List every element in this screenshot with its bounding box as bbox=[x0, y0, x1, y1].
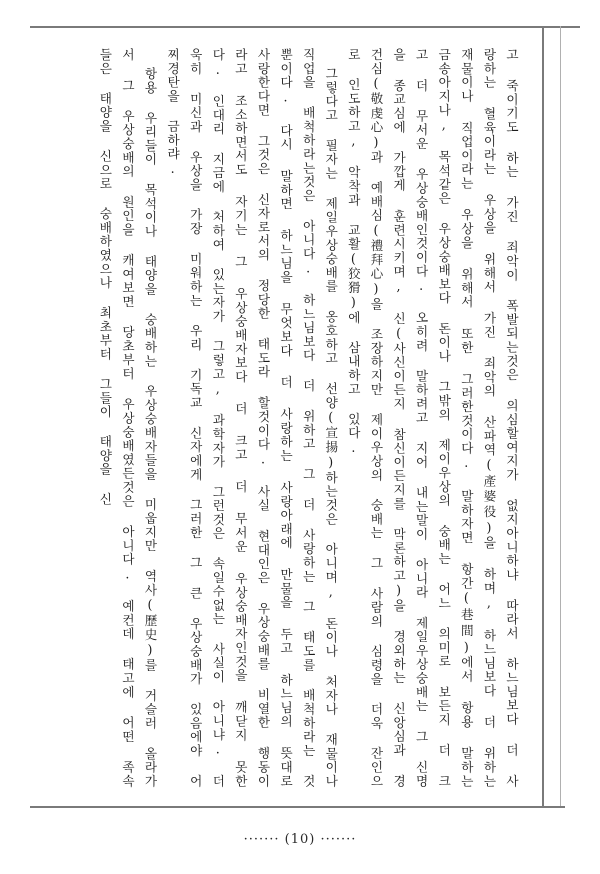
page-number-text: (10) bbox=[284, 832, 316, 847]
vertical-body-text bbox=[60, 48, 522, 788]
folio-leader-right: ······· bbox=[320, 832, 357, 847]
frame-bottom-rule bbox=[30, 806, 565, 808]
frame-right-outer-rule bbox=[560, 26, 561, 808]
body-paragraph-2: 그렇다고 필자는 제일우상숭배를 옹호하고 선양(宣揚)하는것은 아니며, 돈이나 처자나 재물이나 직업을 배척하라는것은 아니다. 하느님보다 더 위하고 그 더 사랑하는 그 태도를 배척하라는 것뿐이다. 다시 말하면 하느님을 무엇보다 더 사랑하는 사랑아래에 만물을 두고 하느님의 뜻대로 사랑한다면 그것은 신자로서의 정당한 태도라 할것이다. 사실 현대인은 우상숭배를 비열한 행동이라고 조소하면서도 자기는 그 우상숭배자보다 더 크고 더 무서운 우상숭배자인것을 깨닫지 못한다. 인대리 지금에 처하여 있는자가 그렇고, 과학자가 그런것은 속일수없는 사실이 아니냐. 더욱히 미신과 우상을 가장 미워하는 우리 기독교 신자에게 그러한 그 큰 우상숭배가 있음에야 어찌경탄을 금하랴. bbox=[165, 48, 339, 788]
frame-right-rule bbox=[542, 26, 544, 808]
page-number bbox=[200, 832, 400, 847]
body-paragraph-3: 항용 우리들이 목석이나 태양을 숭배하는 우상숭배자들을 미웁지만 역사(歷史)를 거슬러 올라가서 그 우상숭배의 원인을 캐여보면 당초부터 우상숭배였든것은 아니다. 예컨데 태고에 어떤 족속들은 태양을 신으로 숭배하였으나 최초부터 그들이 태양을 신 bbox=[97, 48, 158, 788]
frame-top-rule bbox=[30, 26, 580, 28]
folio-leader-left: ······· bbox=[243, 832, 280, 847]
body-paragraph-1: 고 죽이기도 하는 가진 죄악이 폭발되는것은 의심할여지가 없지아니하냐 따라서 하느님보다 더 사랑하는 혈육이라는 우상을 위해서 가진 죄악의 산파역(產婆役)을 하며, 하느님보다 더 위하는 재물이나 직업이라는 우상을 위해서 또한 그러한것이다. 말하자면 항간(巷間)에서 항용 말하는 금송아지나, 목석같은 우상숭배보다 돈이나 그밖의 제이우상의 숭배는 어느 의미로 보든지 더 크고 더 무서운 우상숭배인것이다. 오히려 말하려고 지어 내는말이 아니라 제일우상숭배는 그 신명을 종교심에 가깝게 훈련시키며, 신(사신이든지 참신이든지를 막론하고)을 경외하는 신앙심과 경건심(敬虔心)과 예배심(禮拜心)을 조장하지만 제이우상의 숭배는 그 사람의 심령을 더욱 잔인으로 인도하고, 악착과 교활(狡猾)에 삼내하고 있다. bbox=[345, 48, 519, 788]
